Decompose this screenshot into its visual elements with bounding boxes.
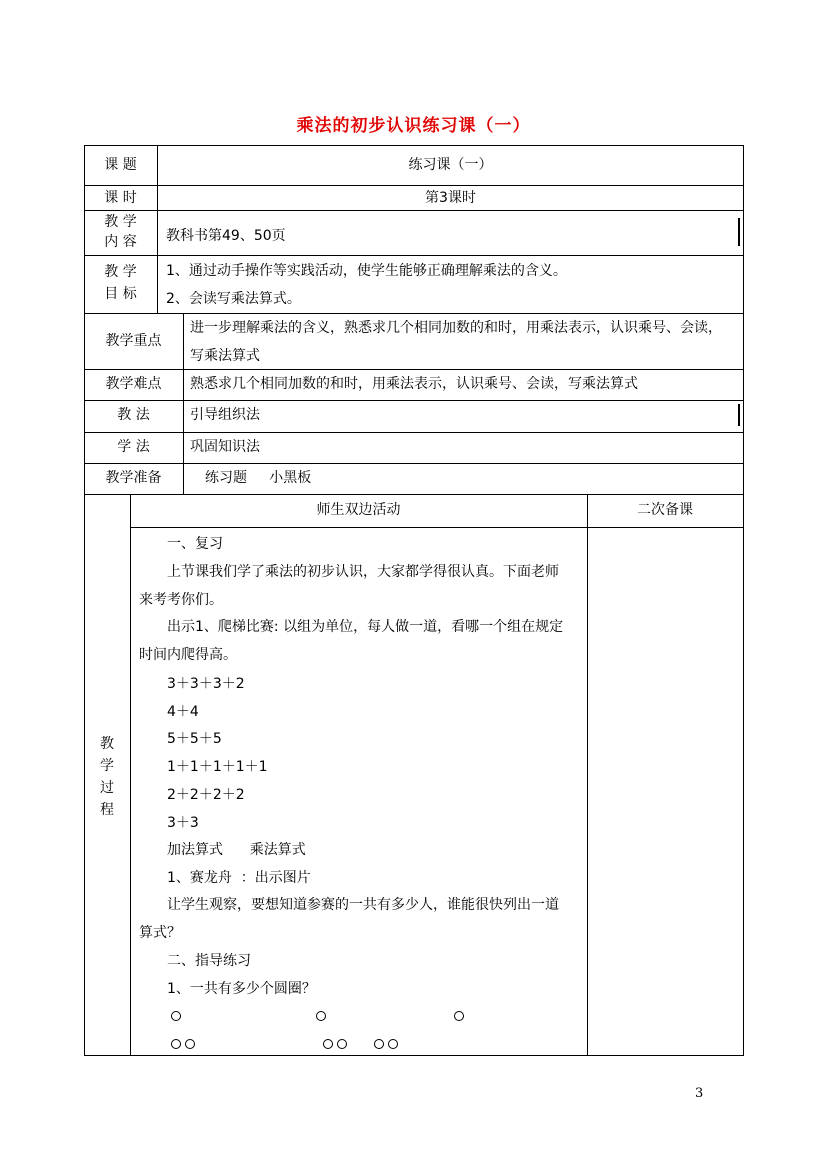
process-line: 1、赛龙舟 ：出示图片 (167, 870, 311, 886)
process-line: 加法算式 乘法算式 (167, 842, 306, 858)
period-label: 课 时 (104, 190, 137, 206)
learn-label: 学 法 (117, 439, 150, 455)
learn-value: 巩固知识法 (190, 439, 260, 455)
lesson-label: 课 题 (104, 157, 137, 173)
process-line: 1、一共有多少个圆圈？ (167, 981, 316, 997)
period-value: 第3课时 (425, 190, 476, 206)
process-line: 上节课我们学了乘法的初步认识，大家都学得很认真。下面老师 (167, 564, 559, 580)
notes-column-header: 二次备课 (637, 502, 693, 518)
prep-label: 教学准备 (105, 470, 162, 486)
side-char: 程 (100, 802, 114, 818)
diff-label: 教学难点 (105, 376, 162, 392)
circle-icon (388, 1039, 398, 1049)
page-number: 3 (695, 1086, 704, 1101)
goal-value-1: 1、通过动手操作等实践活动，使学生能够正确理解乘法的含义。 (166, 263, 567, 279)
side-char: 过 (100, 780, 114, 796)
process-line: 一、复习 (167, 536, 223, 552)
goal-label-1: 教 学 (104, 264, 137, 280)
process-line: 来考考你们。 (139, 592, 223, 608)
diff-value: 熟悉求几个相同加数的和时，用乘法表示，认识乘号、会读，写乘法算式 (190, 376, 638, 392)
circle-icon (323, 1039, 333, 1049)
prep-value: 练习题 小黑板 (205, 470, 312, 486)
goal-value-2: 2、会读写乘法算式。 (166, 291, 301, 307)
goal-label-2: 目 标 (104, 286, 137, 302)
process-line: 3＋3＋3＋2 (167, 676, 245, 692)
content-value: 教科书第49、50页 (166, 228, 286, 244)
process-line: 算式？ (139, 925, 181, 941)
circle-icon (374, 1039, 384, 1049)
lesson-value: 练习课（一） (408, 157, 493, 173)
circle-icon (337, 1039, 347, 1049)
process-line: 4＋4 (167, 704, 199, 720)
key-label: 教学重点 (105, 333, 162, 349)
circle-icon (171, 1039, 181, 1049)
key-value-2: 写乘法算式 (190, 348, 260, 364)
process-line: 3＋3 (167, 815, 199, 831)
side-char: 学 (100, 758, 114, 774)
method-label: 教 法 (117, 407, 150, 423)
side-char: 教 (100, 736, 114, 752)
circle-icon (185, 1039, 195, 1049)
process-line: 5＋5＋5 (167, 731, 222, 747)
process-line: 时间内爬得高。 (139, 647, 237, 663)
content-label-1: 教 学 (104, 214, 137, 230)
circle-icon (316, 1011, 326, 1021)
page-title: 乘法的初步认识练习课（一） (296, 116, 531, 136)
activity-column-header: 师生双边活动 (316, 502, 401, 518)
process-line: 出示1、爬梯比赛: 以组为单位，每人做一道，看哪一个组在规定 (167, 619, 564, 635)
process-line: 让学生观察，要想知道参赛的一共有多少人，谁能很快列出一道 (167, 897, 559, 913)
content-label-2: 内 容 (104, 234, 137, 250)
process-line: 二、指导练习 (167, 953, 251, 969)
method-value: 引导组织法 (190, 407, 260, 423)
circle-icon (454, 1011, 464, 1021)
process-line: 1＋1＋1＋1＋1 (167, 759, 268, 775)
process-line: 2＋2＋2＋2 (167, 787, 245, 803)
key-value-1: 进一步理解乘法的含义，熟悉求几个相同加数的和时，用乘法表示，认识乘号、会读， (190, 320, 722, 336)
circle-icon (171, 1011, 181, 1021)
